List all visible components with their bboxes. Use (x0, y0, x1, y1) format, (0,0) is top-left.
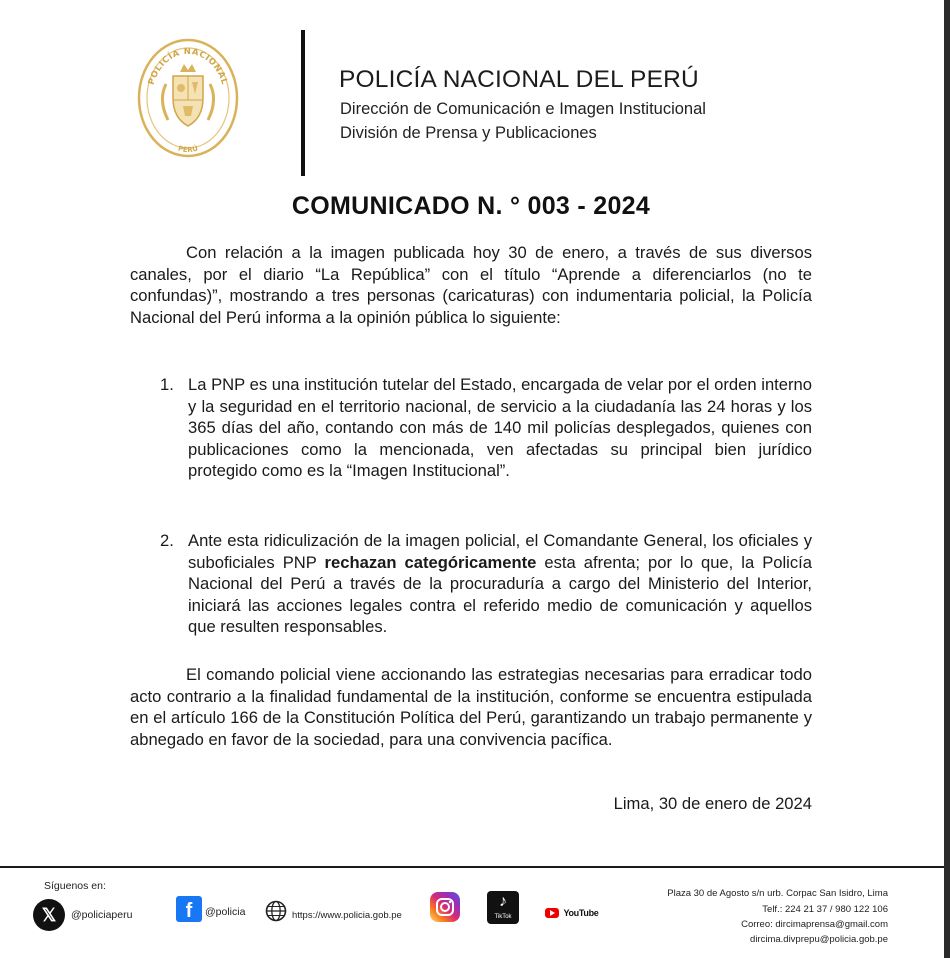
tiktok-label: TikTok (494, 914, 512, 920)
intro-paragraph: Con relación a la imagen publicada hoy 30 de enero, a través de sus diversos canales, por el diario “La República” con el título “Aprende a diferenciarlos (no te confundas)”, mostrando a tres personas (caricaturas) con indumentaria policial, la Policía Nacional del Perú informa a la opinión pública lo siguiente: (130, 243, 812, 327)
x-handle[interactable]: @policiaperu (71, 909, 133, 921)
header-divider (301, 30, 305, 176)
list-number-1: 1. (160, 375, 174, 394)
place-date-signoff: Lima, 30 de enero de 2024 (613, 794, 812, 813)
list-item-2-text-after: esta afrenta; por lo que, la Policía Nacional del Perú a través de la procuraduría a cargo del Ministerio del Interior, iniciará las acciones legales contra el referido medio de comunicación y aquellos que resulten responsables. (188, 552, 813, 637)
institution-name: POLICÍA NACIONAL DEL PERÚ (339, 66, 699, 93)
contact-phone: Telf.: 224 21 37 / 980 122 106 (762, 904, 888, 915)
follow-us-label: Síguenos en: (44, 880, 106, 892)
institution-subtitle-division: División de Prensa y Publicaciones (340, 124, 597, 142)
tiktok-note-icon: ♪ (499, 893, 507, 910)
facebook-icon[interactable]: f (176, 896, 202, 922)
police-seal-logo (136, 36, 240, 160)
list-item-2-emphasis: rechazan categóricamente (324, 552, 537, 572)
youtube-link[interactable] (545, 904, 599, 922)
list-item-2-text-before: Ante esta ridiculización de la imagen policial, el Comandante General, los oficiales y suboficiales PNP (188, 531, 812, 572)
facebook-handle[interactable]: @policia (205, 906, 246, 918)
contact-email-1[interactable]: Correo: dircimaprensa@gmail.com (741, 919, 888, 930)
contact-address: Plaza 30 de Agosto s/n urb. Corpac San Isidro, Lima (667, 888, 888, 899)
footer-divider (0, 866, 944, 868)
closing-paragraph: El comando policial viene accionando las estrategias necesarias para erradicar todo acto contrario a la finalidad fundamental de la institución, conforme se encuentra estipulada en el artículo 166 de la Constitución Política del Perú, garantizando un trabajo permanente y abnegado en favor de la sociedad, para una convivencia pacífica. (130, 665, 812, 749)
list-item-2 (188, 530, 812, 638)
communique-title: COMUNICADO N. ° 003 - 2024 (291, 192, 651, 220)
tiktok-icon[interactable] (487, 891, 519, 924)
svg-text:POLICÍA NACIONAL: POLICÍA NACIONAL (146, 46, 230, 87)
page-right-border (944, 0, 950, 958)
list-item-1: La PNP es una institución tutelar del Estado, encargada de velar por el orden interno y la seguridad en el territorio nacional, de servicio a la ciudadanía las 24 horas y los 365 días del año, contando con más de 140 mil policías desplegados, quienes con publicaciones como la mencionada, ven afectadas su principal bien jurídico protegido como es la “Imagen Institucional”. (188, 375, 812, 481)
instagram-icon[interactable] (430, 892, 460, 922)
contact-email-2[interactable]: dircima.divprepu@policia.gob.pe (750, 934, 888, 945)
website-link[interactable]: https://www.policia.gob.pe (292, 910, 402, 921)
list-number-2: 2. (160, 531, 174, 550)
globe-icon (265, 900, 287, 922)
youtube-icon (545, 908, 559, 918)
x-twitter-icon[interactable]: 𝕏 (33, 899, 65, 931)
youtube-label: YouTube (563, 907, 599, 918)
svg-text:PERÚ: PERÚ (177, 144, 199, 155)
institution-subtitle-directorate: Dirección de Comunicación e Imagen Institucional (340, 100, 706, 118)
